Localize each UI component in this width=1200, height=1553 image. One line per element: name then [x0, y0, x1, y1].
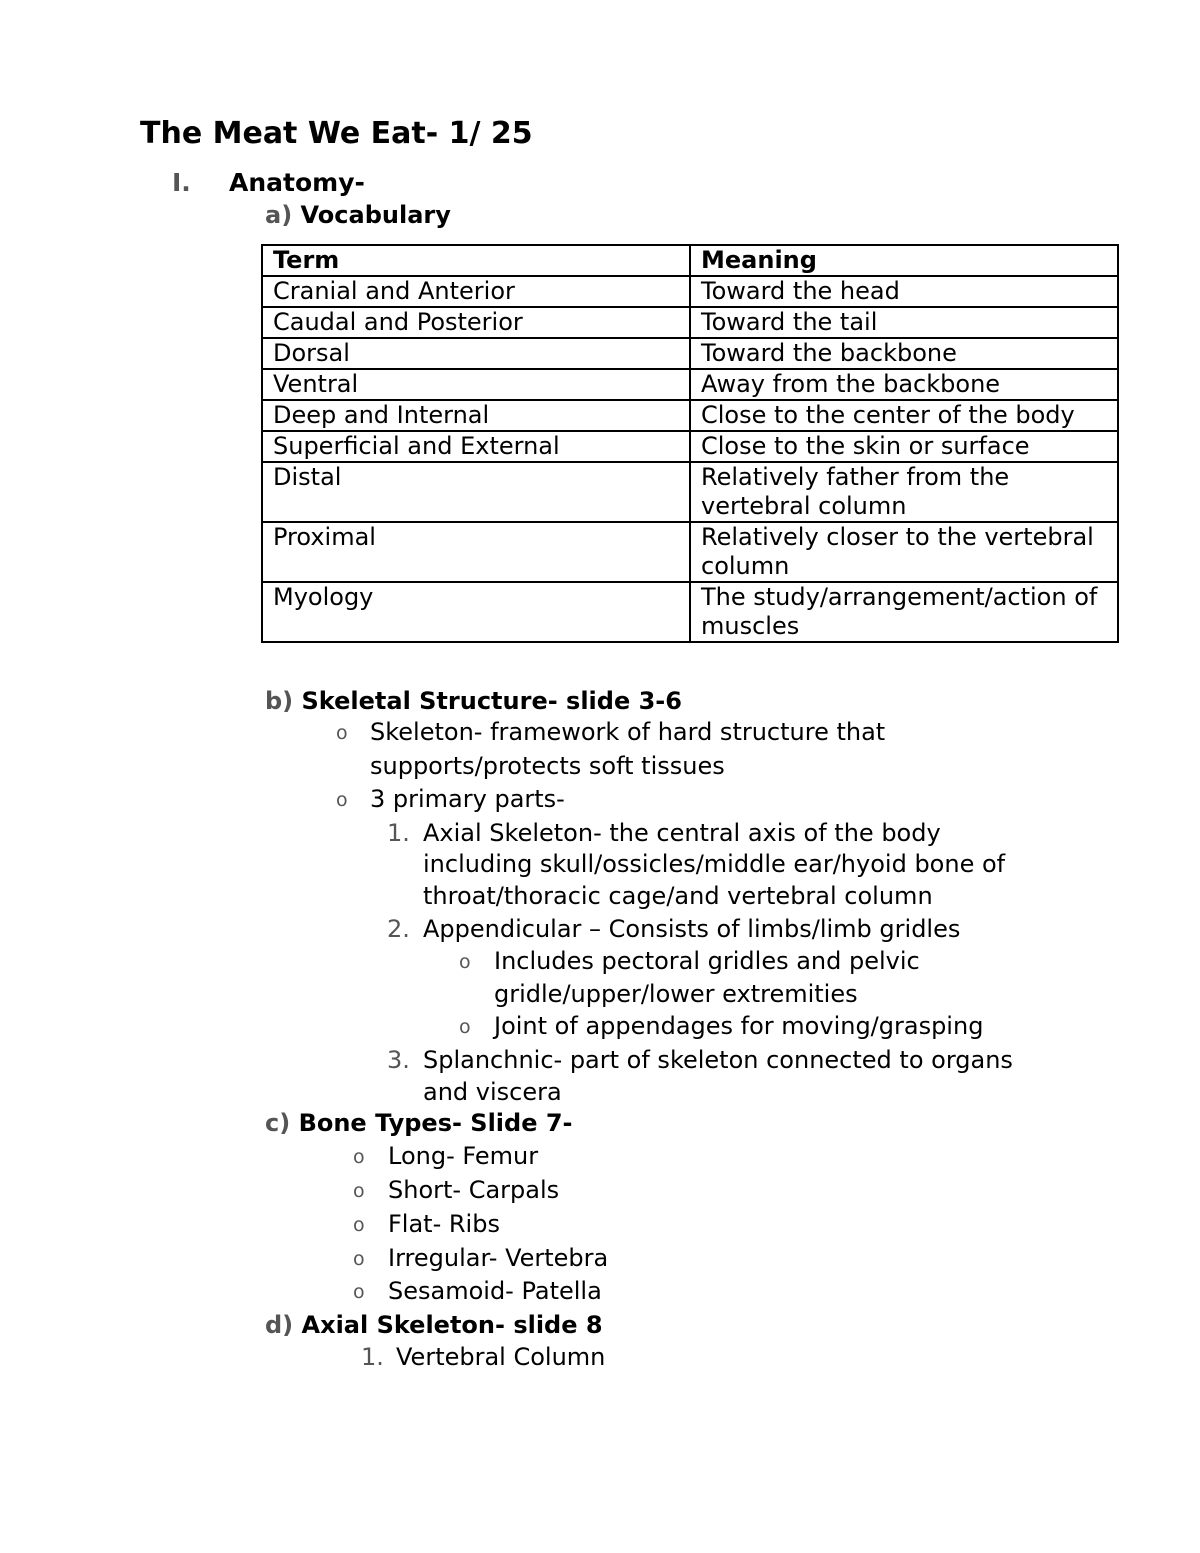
term-cell: Cranial and Anterior — [262, 276, 690, 307]
term-cell: Deep and Internal — [262, 400, 690, 431]
meaning-cell: Away from the backbone — [690, 369, 1118, 400]
table-row — [262, 462, 1118, 522]
table-row — [262, 431, 1118, 462]
bullet-icon: o — [353, 1180, 365, 1202]
meaning-cell: Close to the skin or surface — [690, 431, 1118, 462]
bullet-icon: o — [353, 1146, 365, 1168]
appendicular-line: Appendicular – Consists of limbs/limb gridles — [423, 915, 961, 943]
section-heading: Anatomy- — [229, 168, 365, 197]
bullet-icon: o — [459, 951, 471, 973]
vocabulary-table — [261, 244, 1119, 643]
list-item: Long- Femur — [388, 1142, 539, 1170]
term-cell: Proximal — [262, 522, 690, 582]
table-row — [262, 369, 1118, 400]
list-item: Sesamoid- Patella — [388, 1277, 602, 1305]
table-row — [262, 307, 1118, 338]
bullet-icon: o — [336, 722, 348, 744]
list-item: Flat- Ribs — [388, 1210, 500, 1238]
list-number: 1. — [361, 1343, 384, 1371]
page-title: The Meat We Eat- 1/ 25 — [140, 116, 533, 151]
skeletal-heading: b) Skeletal Structure- slide 3-6 — [265, 687, 682, 715]
meaning-cell: Toward the head — [690, 276, 1118, 307]
meaning-cell: Toward the tail — [690, 307, 1118, 338]
term-cell: Distal — [262, 462, 690, 522]
table-row — [262, 522, 1118, 582]
term-cell: Caudal and Posterior — [262, 307, 690, 338]
splanchnic-line2: and viscera — [423, 1078, 562, 1106]
list-number: 2. — [387, 915, 410, 943]
term-cell: Ventral — [262, 369, 690, 400]
list-number: 3. — [387, 1046, 410, 1074]
term-cell: Superficial and External — [262, 431, 690, 462]
table-row — [262, 582, 1118, 642]
axial-skeleton-line1: Axial Skeleton- the central axis of the body — [423, 819, 941, 847]
joint-appendages-line: Joint of appendages for moving/grasping — [494, 1012, 984, 1040]
meaning-cell: Close to the center of the body — [690, 400, 1118, 431]
pectoral-gridles-line2: gridle/upper/lower extremities — [494, 980, 858, 1008]
table-row — [262, 276, 1118, 307]
axial-skeleton-line2: including skull/ossicles/middle ear/hyoid bone of — [423, 850, 1006, 878]
list-number: 1. — [387, 819, 410, 847]
skeleton-definition-line1: Skeleton- framework of hard structure that — [370, 718, 886, 746]
table-header-row — [262, 245, 1118, 276]
meaning-cell: Relatively closer to the vertebral column — [690, 522, 1118, 582]
pectoral-gridles-line1: Includes pectoral gridles and pelvic — [494, 947, 920, 975]
header-meaning: Meaning — [690, 245, 1118, 276]
bullet-icon: o — [353, 1248, 365, 1270]
vocab-heading: a) Vocabulary — [265, 201, 451, 229]
bullet-icon: o — [336, 789, 348, 811]
meaning-cell: Relatively father from the vertebral column — [690, 462, 1118, 522]
section-marker: I. — [172, 168, 191, 197]
splanchnic-line1: Splanchnic- part of skeleton connected to organs — [423, 1046, 1013, 1074]
term-cell: Dorsal — [262, 338, 690, 369]
table-row — [262, 400, 1118, 431]
bullet-icon: o — [459, 1016, 471, 1038]
axial-heading: d) Axial Skeleton- slide 8 — [265, 1311, 603, 1339]
header-term: Term — [262, 245, 690, 276]
term-cell: Myology — [262, 582, 690, 642]
bullet-icon: o — [353, 1281, 365, 1303]
list-item: Irregular- Vertebra — [388, 1244, 609, 1272]
vertebral-column-item: Vertebral Column — [396, 1343, 606, 1371]
bone-types-heading: c) Bone Types- Slide 7- — [265, 1109, 573, 1137]
table-row — [262, 338, 1118, 369]
bullet-icon: o — [353, 1214, 365, 1236]
meaning-cell: Toward the backbone — [690, 338, 1118, 369]
meaning-cell: The study/arrangement/action of muscles — [690, 582, 1118, 642]
axial-skeleton-line3: throat/thoracic cage/and vertebral column — [423, 882, 933, 910]
list-item: Short- Carpals — [388, 1176, 560, 1204]
skeleton-definition-line2: supports/protects soft tissues — [370, 752, 725, 780]
primary-parts-item: 3 primary parts- — [370, 785, 565, 813]
